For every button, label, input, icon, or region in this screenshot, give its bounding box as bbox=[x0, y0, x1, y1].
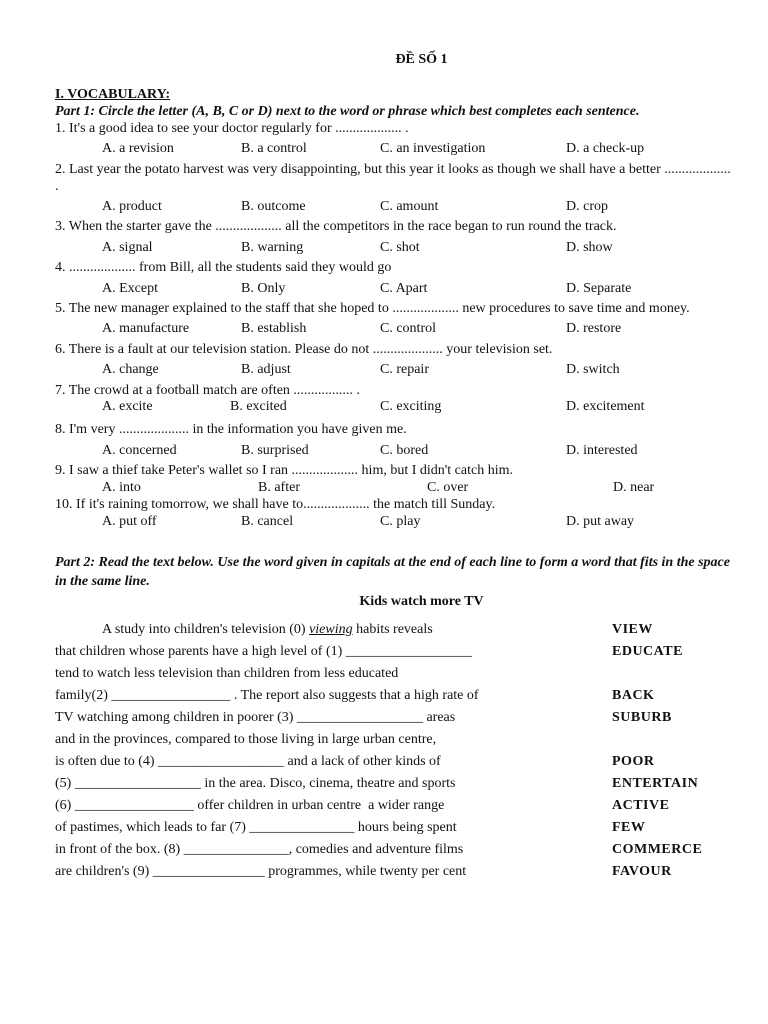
cue-word: POOR bbox=[612, 753, 655, 769]
passage-text[interactable]: that children whose parents have a high level of (1) __________________ bbox=[55, 643, 472, 659]
passage-text[interactable]: family(2) _________________ . The report also suggests that a high rate of bbox=[55, 687, 479, 703]
question-text: 7. The crowd at a football match are often ................. . bbox=[55, 382, 360, 398]
option-a[interactable]: A. concerned bbox=[102, 442, 177, 458]
option-d[interactable]: D. show bbox=[566, 239, 613, 255]
passage-line-10 bbox=[55, 842, 735, 864]
cue-word: SUBURB bbox=[612, 709, 672, 725]
part1-instruction: Part 1: Circle the letter (A, B, C or D) next to the word or phrase which best completes each sentence. bbox=[55, 104, 640, 119]
option-b[interactable]: B. a control bbox=[241, 141, 307, 157]
question-6 bbox=[55, 342, 735, 383]
cue-word: ENTERTAIN bbox=[612, 775, 699, 791]
option-a[interactable]: A. product bbox=[102, 198, 162, 214]
passage-text: tend to watch less television than children from less educated bbox=[55, 665, 399, 681]
passage-text: A study into children's television (0) viewing habits reveals bbox=[102, 621, 433, 637]
answer-options bbox=[55, 236, 735, 260]
option-d[interactable]: D. a check-up bbox=[566, 141, 645, 157]
passage-line-9 bbox=[55, 820, 735, 842]
option-c[interactable]: C. control bbox=[380, 321, 436, 337]
question-4 bbox=[55, 260, 735, 301]
cue-word: EDUCATE bbox=[612, 643, 683, 659]
option-d[interactable]: D. restore bbox=[566, 321, 622, 337]
passage-line-0 bbox=[55, 622, 735, 644]
passage-text[interactable]: (5) __________________ in the area. Disco, cinema, theatre and sports bbox=[55, 775, 456, 791]
question-10 bbox=[55, 497, 735, 531]
answer-options bbox=[55, 138, 735, 162]
answer-options bbox=[55, 277, 735, 301]
document-title: ĐỀ SỐ 1 bbox=[395, 52, 448, 67]
cue-word: FEW bbox=[612, 819, 646, 835]
section-title: I. VOCABULARY: bbox=[55, 87, 171, 102]
option-c[interactable]: C. repair bbox=[380, 362, 429, 378]
option-d[interactable]: D. crop bbox=[566, 198, 608, 214]
question-5 bbox=[55, 301, 735, 342]
option-b[interactable]: B. adjust bbox=[241, 362, 291, 378]
option-d[interactable]: D. interested bbox=[566, 442, 638, 458]
passage-line-2 bbox=[55, 666, 735, 688]
example-answer: viewing bbox=[309, 621, 353, 637]
cue-word: BACK bbox=[612, 687, 655, 703]
passage-line-7 bbox=[55, 776, 735, 798]
option-a[interactable]: A. signal bbox=[102, 239, 153, 255]
question-8 bbox=[55, 422, 735, 463]
passage-text: and in the provinces, compared to those living in large urban centre, bbox=[55, 731, 437, 747]
option-a[interactable]: A. put off bbox=[102, 513, 157, 529]
passage-line-11 bbox=[55, 864, 735, 886]
passage-text[interactable]: is often due to (4) __________________ and a lack of other kinds of bbox=[55, 753, 441, 769]
word-formation-passage bbox=[55, 622, 735, 886]
passage-text[interactable]: of pastimes, which leads to far (7) _______________ hours being spent bbox=[55, 819, 457, 835]
cue-word: COMMERCE bbox=[612, 841, 703, 857]
passage-title: Kids watch more TV bbox=[359, 593, 484, 609]
question-text: 10. If it's raining tomorrow, we shall have to................... the match till Sunday. bbox=[55, 496, 496, 512]
option-c[interactable]: C. over bbox=[427, 480, 469, 496]
question-text: 4. ................... from Bill, all the students said they would go bbox=[55, 260, 392, 276]
option-b[interactable]: B. outcome bbox=[241, 198, 306, 214]
option-c[interactable]: C. exciting bbox=[380, 399, 442, 415]
option-d[interactable]: D. put away bbox=[566, 513, 635, 529]
answer-options bbox=[55, 359, 735, 383]
cue-word: ACTIVE bbox=[612, 797, 670, 813]
option-b[interactable]: B. excited bbox=[230, 399, 287, 415]
option-a[interactable]: A. change bbox=[102, 362, 159, 378]
cue-word: VIEW bbox=[612, 621, 653, 637]
passage-line-1 bbox=[55, 644, 735, 666]
question-text: 3. When the starter gave the ................... all the competitors in the race began to run round the track. bbox=[55, 219, 617, 235]
passage-text[interactable]: (6) _________________ offer children in urban centre a wider range bbox=[55, 797, 445, 813]
option-a[interactable]: A. Except bbox=[102, 280, 158, 296]
question-text: 5. The new manager explained to the staff that she hoped to ................... new procedures to save time and money. bbox=[55, 300, 690, 316]
passage-line-4 bbox=[55, 710, 735, 732]
option-d[interactable]: D. near bbox=[613, 480, 655, 496]
option-c[interactable]: C. play bbox=[380, 513, 421, 529]
question-text: 9. I saw a thief take Peter's wallet so I ran ................... him, but I didn't catch him. bbox=[55, 463, 513, 479]
passage-text[interactable]: in front of the box. (8) _______________, comedies and adventure films bbox=[55, 841, 464, 857]
question-1 bbox=[55, 121, 735, 162]
answer-options bbox=[55, 480, 735, 497]
option-c[interactable]: C. an investigation bbox=[380, 141, 486, 157]
option-c[interactable]: C. bored bbox=[380, 442, 429, 458]
question-text: 6. There is a fault at our television station. Please do not .................... your television set. bbox=[55, 341, 553, 357]
answer-options bbox=[55, 195, 735, 219]
passage-text[interactable]: are children's (9) ________________ programmes, while twenty per cent bbox=[55, 863, 467, 879]
option-b[interactable]: B. warning bbox=[241, 239, 304, 255]
question-text: 8. I'm very .................... in the information you have given me. bbox=[55, 422, 407, 438]
cue-word: FAVOUR bbox=[612, 863, 672, 879]
option-d[interactable]: D. excitement bbox=[566, 399, 645, 415]
option-c[interactable]: C. shot bbox=[380, 239, 420, 255]
option-b[interactable]: B. establish bbox=[241, 321, 307, 337]
question-3 bbox=[55, 219, 735, 260]
option-b[interactable]: B. surprised bbox=[241, 442, 309, 458]
question-text: 1. It's a good idea to see your doctor regularly for ................... . bbox=[55, 121, 409, 136]
passage-line-8 bbox=[55, 798, 735, 820]
passage-text[interactable]: TV watching among children in poorer (3) __________________ areas bbox=[55, 709, 456, 725]
question-7 bbox=[55, 383, 735, 417]
option-d[interactable]: D. switch bbox=[566, 362, 620, 378]
answer-options bbox=[55, 318, 735, 342]
worksheet-page bbox=[55, 52, 735, 886]
question-text: 2. Last year the potato harvest was very disappointing, but this year it looks as though we shall have a better ................... . bbox=[55, 161, 731, 194]
answer-options bbox=[55, 439, 735, 463]
option-b[interactable]: B. Only bbox=[241, 280, 286, 296]
option-a[interactable]: A. a revision bbox=[102, 141, 174, 157]
question-2 bbox=[55, 162, 735, 220]
option-a[interactable]: A. manufacture bbox=[102, 321, 190, 337]
answer-options bbox=[55, 399, 735, 416]
passage-line-5 bbox=[55, 732, 735, 754]
passage-line-3 bbox=[55, 688, 735, 710]
option-c[interactable]: C. Apart bbox=[380, 280, 428, 296]
answer-options bbox=[55, 514, 735, 531]
option-d[interactable]: D. Separate bbox=[566, 280, 632, 296]
option-b[interactable]: B. after bbox=[258, 480, 300, 496]
option-b[interactable]: B. cancel bbox=[241, 513, 294, 529]
question-9 bbox=[55, 463, 735, 497]
passage-line-6 bbox=[55, 754, 735, 776]
option-a[interactable]: A. into bbox=[102, 480, 141, 496]
part2-instruction: Part 2: Read the text below. Use the word given in capitals at the end of each line to form a word that fits in the space in the same line. bbox=[55, 554, 730, 589]
option-a[interactable]: A. excite bbox=[102, 399, 153, 415]
option-c[interactable]: C. amount bbox=[380, 198, 439, 214]
